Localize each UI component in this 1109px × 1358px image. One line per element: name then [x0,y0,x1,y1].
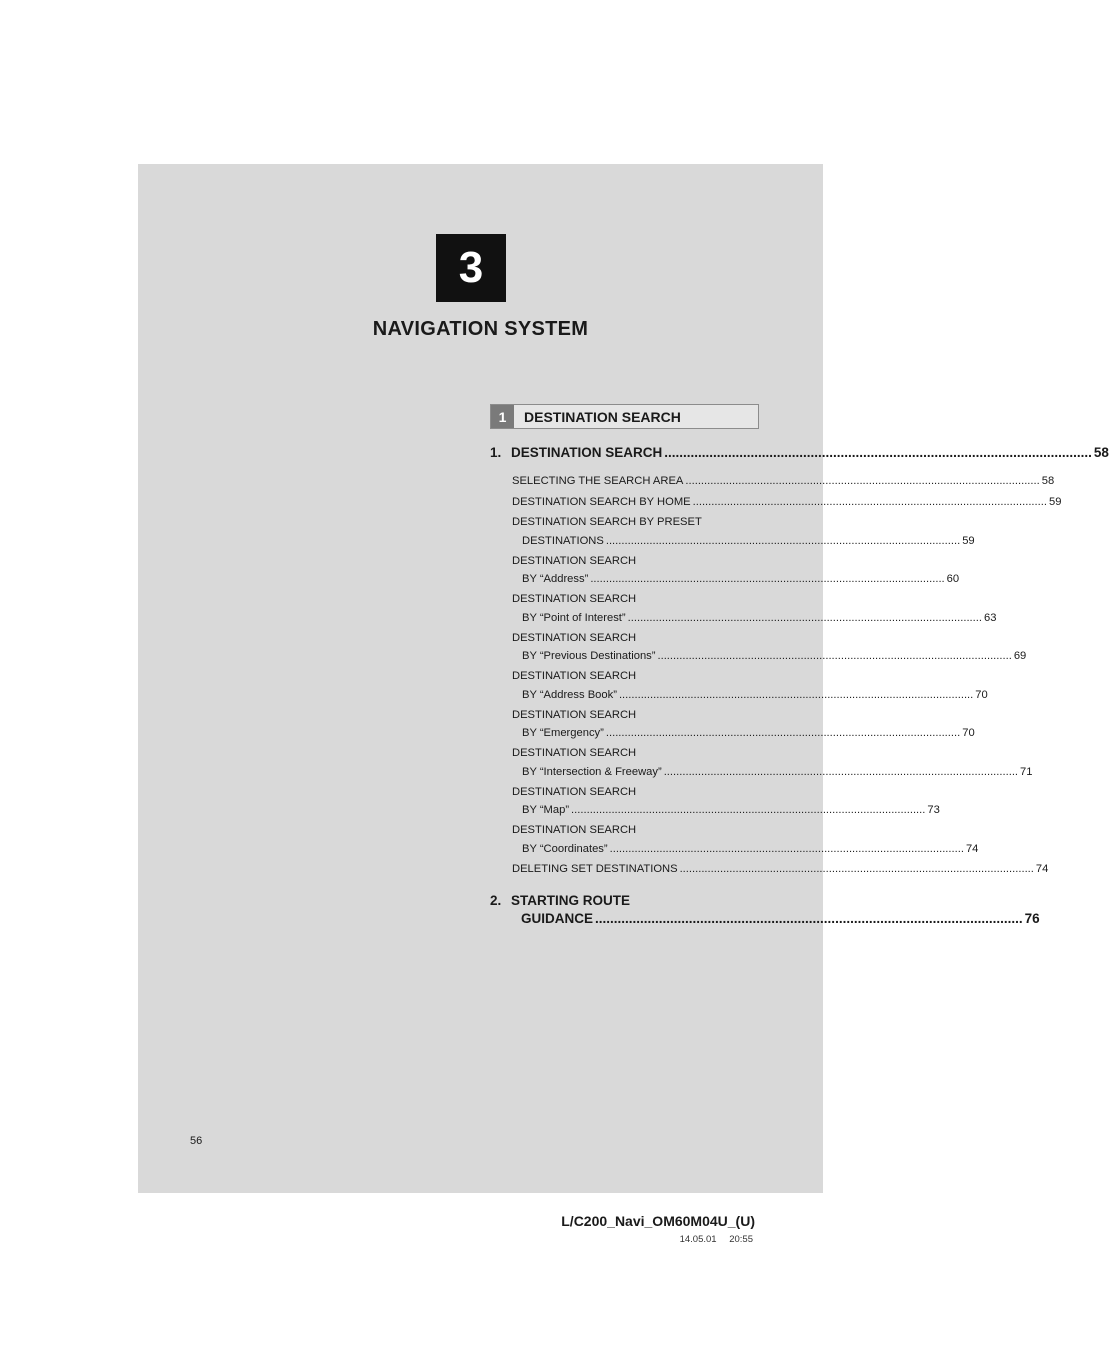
toc-sub-title: DELETING SET DESTINATIONS [512,862,678,875]
section-title: DESTINATION SEARCH [524,408,681,425]
toc-page-number: 60 [946,573,960,585]
chapter-number: 3 [458,243,484,292]
toc-sub-title-line2: BY “Previous Destinations” [522,650,656,662]
toc-sub-title-line1: DESTINATION SEARCH [512,631,637,644]
toc-sub-entry[interactable] [512,821,979,858]
toc-sub-title-line2: BY “Coordinates” [522,842,608,855]
toc-sub-title-line2: BY “Intersection & Freeway” [522,765,662,778]
document-timestamp [680,1234,753,1245]
toc-leader-dots [693,493,1047,512]
toc-page-number: 70 [975,688,988,701]
toc-page-number: 74 [1035,862,1049,875]
toc-sub-title-line1: DESTINATION SEARCH [512,670,637,682]
toc-main-number: 2. [490,893,502,908]
toc-page-number: 73 [927,804,940,816]
toc-sub-title-line2: BY “Address Book” [522,688,617,701]
toc-sub-entry[interactable] [512,667,988,704]
toc-page-number: 74 [965,842,979,855]
toc-sub-title-line2: BY “Point of Interest” [522,611,626,624]
toc-page-number: 59 [1048,495,1062,508]
toc-main-entry-1[interactable] [490,444,1109,462]
toc-page-number: 58 [1041,475,1055,487]
document-time: 20:55 [729,1234,753,1245]
toc-leader-dots [664,444,1092,462]
page-number: 56 [190,1135,203,1147]
toc-main-entry-2[interactable] [490,892,1040,928]
section-number: 1 [491,405,514,428]
toc-leader-dots [606,724,960,743]
toc-sub-title-line1: DESTINATION SEARCH [512,785,637,798]
document-id: L/C200_Navi_OM60M04U_(U) [561,1213,755,1229]
toc-sub-title-line1: DESTINATION SEARCH BY PRESET [512,516,702,528]
toc-sub-entry[interactable] [512,552,960,589]
toc-sub-title-line2: BY “Emergency” [522,727,604,739]
toc-sub-title-line1: DESTINATION SEARCH [512,747,637,759]
document-date: 14.05.01 [679,1234,717,1245]
toc-leader-dots [571,801,925,820]
toc-sub-entry[interactable] [512,783,940,820]
toc-sub-entry[interactable] [512,706,975,743]
toc-sub-list [490,472,1062,878]
toc-sub-entry[interactable] [512,860,1049,879]
toc-page-number: 59 [962,534,975,547]
chapter-title: NAVIGATION SYSTEM [372,318,589,340]
toc-sub-entry[interactable] [512,590,997,627]
toc-leader-dots [628,609,982,628]
toc-leader-dots [680,860,1034,879]
toc-leader-dots [590,570,944,589]
toc-sub-title: SELECTING THE SEARCH AREA [512,475,684,487]
toc-sub-title-line2: DESTINATIONS [522,534,604,547]
toc-main-title: DESTINATION SEARCH [511,445,663,460]
toc-page-number: 69 [1013,650,1027,662]
toc-sub-title-line1: DESTINATION SEARCH [512,554,637,567]
toc-main-number: 1. [490,445,502,460]
toc-leader-dots [657,647,1011,666]
toc-sub-entry[interactable] [512,629,1027,666]
toc-page-number: 58 [1093,445,1109,460]
toc-leader-dots [606,532,960,551]
toc-leader-dots [619,686,973,705]
toc-sub-entry[interactable] [512,493,1062,512]
table-of-contents [490,444,1109,928]
chapter-number-box [436,234,506,302]
toc-sub-title-line1: DESTINATION SEARCH [512,824,637,836]
section-header [490,404,759,429]
toc-page-number: 71 [1020,765,1033,778]
toc-sub-entry[interactable] [512,472,1055,491]
toc-page-number: 63 [983,611,997,624]
toc-page-number: 70 [962,727,975,739]
toc-leader-dots [595,910,1023,928]
toc-leader-dots [664,763,1018,782]
toc-main-title-line2: GUIDANCE [521,911,594,926]
toc-leader-dots [610,840,964,859]
toc-sub-title-line1: DESTINATION SEARCH [512,708,637,721]
toc-sub-title-line2: BY “Map” [522,804,570,816]
toc-sub-title-line2: BY “Address” [522,573,589,585]
toc-main-title-line1: STARTING ROUTE [511,893,630,908]
toc-page-number: 76 [1024,911,1040,926]
toc-sub-title: DESTINATION SEARCH BY HOME [512,495,691,508]
toc-sub-entry[interactable] [512,513,975,550]
toc-sub-title-line1: DESTINATION SEARCH [512,593,637,605]
toc-leader-dots [685,472,1039,491]
toc-sub-entry[interactable] [512,744,1033,781]
